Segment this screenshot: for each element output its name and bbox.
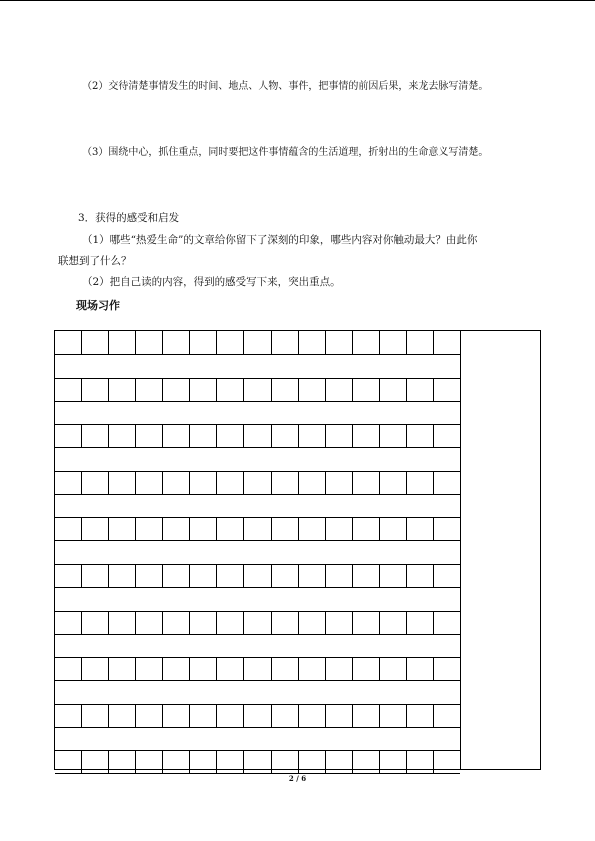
grid-line [55, 494, 460, 495]
grid-cell[interactable] [109, 564, 136, 587]
grid-cell[interactable] [244, 611, 271, 634]
grid-cell[interactable] [272, 750, 299, 773]
grid-cell[interactable] [190, 750, 217, 773]
grid-cell[interactable] [380, 471, 407, 494]
grid-cell[interactable] [217, 424, 244, 447]
grid-cell[interactable] [434, 704, 460, 727]
grid-cell[interactable] [109, 704, 136, 727]
grid-line [55, 587, 460, 588]
grid-row [55, 378, 460, 401]
grid-cell[interactable] [380, 704, 407, 727]
grid-cell[interactable] [407, 611, 434, 634]
grid-cell[interactable] [434, 424, 460, 447]
grid-cell[interactable] [163, 704, 190, 727]
grid-cell[interactable] [407, 704, 434, 727]
grid-cell[interactable] [353, 611, 380, 634]
grid-cell[interactable] [407, 657, 434, 680]
grid-cell[interactable] [244, 378, 271, 401]
grid-cell[interactable] [407, 750, 434, 773]
grid-cell[interactable] [326, 564, 353, 587]
grid-cell[interactable] [326, 424, 353, 447]
grid-cell[interactable] [163, 657, 190, 680]
grid-cell[interactable] [326, 471, 353, 494]
grid-cell[interactable] [434, 471, 460, 494]
grid-cell[interactable] [299, 564, 326, 587]
grid-row [55, 704, 460, 727]
grid-cell[interactable] [217, 471, 244, 494]
grid-line [55, 634, 460, 635]
grid-cell[interactable] [190, 471, 217, 494]
grid-cell[interactable] [299, 704, 326, 727]
grid-cell[interactable] [434, 564, 460, 587]
grid-cell[interactable] [55, 378, 82, 401]
grid-cell[interactable] [109, 517, 136, 540]
grid-cell[interactable] [190, 424, 217, 447]
grid-cell[interactable] [244, 517, 271, 540]
grid-cell[interactable] [407, 564, 434, 587]
grid-cell[interactable] [55, 704, 82, 727]
grid-cell[interactable] [272, 331, 299, 354]
item-2-text: （2）交待清楚事情发生的时间、地点、人物、事件，把事情的前因后果，来龙去脉写清楚。 [82, 81, 489, 92]
top-rule [0, 0, 595, 1]
grid-cell[interactable] [55, 331, 82, 354]
grid-row [55, 657, 460, 680]
grid-cell[interactable] [299, 471, 326, 494]
grid-cell[interactable] [244, 657, 271, 680]
grid-cell[interactable] [217, 611, 244, 634]
item-3-text: （3）围绕中心，抓住重点，同时要把这件事情蕴含的生活道理，折射出的生命意义写清楚。 [82, 147, 489, 158]
grid-cell[interactable] [353, 750, 380, 773]
grid-cell[interactable] [109, 424, 136, 447]
grid-cell[interactable] [244, 704, 271, 727]
grid-cell[interactable] [380, 331, 407, 354]
grid-row [55, 611, 460, 634]
grid-line [55, 378, 460, 379]
grid-cell[interactable] [353, 331, 380, 354]
grid-cell[interactable] [326, 750, 353, 773]
grid-cell[interactable] [272, 657, 299, 680]
grid-cell[interactable] [353, 378, 380, 401]
grid-line [55, 564, 460, 565]
grid-cell[interactable] [109, 657, 136, 680]
grid-row [55, 517, 460, 540]
grid-line [55, 727, 460, 728]
question-1-line-2: 联想到了什么？ [58, 255, 132, 267]
grid-cell[interactable] [136, 611, 163, 634]
grid-cell[interactable] [272, 517, 299, 540]
grid-cell[interactable] [217, 704, 244, 727]
writing-label: 现场习作 [76, 299, 120, 312]
grid-cell[interactable] [109, 750, 136, 773]
grid-right-margin-divider [460, 331, 461, 769]
grid-cell[interactable] [163, 750, 190, 773]
grid-cell[interactable] [55, 750, 82, 773]
grid-cell[interactable] [353, 564, 380, 587]
grid-cell[interactable] [380, 611, 407, 634]
grid-cell[interactable] [163, 424, 190, 447]
grid-cell[interactable] [380, 564, 407, 587]
grid-cell[interactable] [109, 471, 136, 494]
grid-cell[interactable] [299, 424, 326, 447]
grid-cell[interactable] [299, 611, 326, 634]
grid-cell[interactable] [55, 657, 82, 680]
grid-cell[interactable] [82, 471, 109, 494]
grid-cell[interactable] [272, 564, 299, 587]
grid-cell[interactable] [55, 611, 82, 634]
grid-cell[interactable] [217, 331, 244, 354]
grid-cell[interactable] [326, 657, 353, 680]
grid-cell[interactable] [82, 424, 109, 447]
grid-cell[interactable] [82, 611, 109, 634]
grid-cell[interactable] [82, 564, 109, 587]
grid-cell[interactable] [407, 378, 434, 401]
grid-cell[interactable] [82, 657, 109, 680]
grid-cell[interactable] [136, 424, 163, 447]
grid-cell[interactable] [136, 564, 163, 587]
grid-cell[interactable] [380, 378, 407, 401]
grid-row [55, 750, 460, 773]
grid-cell[interactable] [326, 611, 353, 634]
grid-cell[interactable] [136, 657, 163, 680]
grid-cell[interactable] [136, 378, 163, 401]
grid-line [55, 517, 460, 518]
grid-cell[interactable] [244, 331, 271, 354]
grid-line [55, 401, 460, 402]
grid-cell[interactable] [82, 517, 109, 540]
page-number: 2 / 6 [288, 774, 307, 783]
grid-cell[interactable] [82, 378, 109, 401]
grid-cell[interactable] [82, 331, 109, 354]
grid-cell[interactable] [82, 750, 109, 773]
grid-cell[interactable] [380, 657, 407, 680]
grid-cell[interactable] [163, 611, 190, 634]
grid-row [55, 331, 460, 354]
grid-cell[interactable] [434, 378, 460, 401]
grid-line [55, 424, 460, 425]
grid-cell[interactable] [434, 611, 460, 634]
grid-cell[interactable] [434, 331, 460, 354]
grid-cell[interactable] [244, 471, 271, 494]
grid-cell[interactable] [299, 517, 326, 540]
grid-row [55, 471, 460, 494]
question-2-text: （2）把自己读的内容，得到的感受写下来，突出重点。 [82, 276, 341, 288]
grid-line [55, 611, 460, 612]
grid-cell[interactable] [217, 517, 244, 540]
grid-cell[interactable] [217, 657, 244, 680]
grid-cell[interactable] [136, 331, 163, 354]
grid-cell[interactable] [109, 378, 136, 401]
grid-cell[interactable] [109, 331, 136, 354]
grid-cell[interactable] [136, 750, 163, 773]
grid-cell[interactable] [163, 378, 190, 401]
grid-line [55, 750, 460, 751]
grid-line [55, 657, 460, 658]
grid-line [55, 680, 460, 681]
grid-cell[interactable] [190, 657, 217, 680]
grid-cell[interactable] [407, 517, 434, 540]
grid-cell[interactable] [163, 517, 190, 540]
grid-cell[interactable] [380, 424, 407, 447]
grid-cell[interactable] [299, 378, 326, 401]
grid-cell[interactable] [299, 331, 326, 354]
grid-cell[interactable] [190, 704, 217, 727]
grid-cell[interactable] [136, 517, 163, 540]
grid-cell[interactable] [299, 750, 326, 773]
section-3-heading: 3．获得的感受和启发 [78, 212, 180, 224]
grid-cell[interactable] [380, 517, 407, 540]
grid-cell[interactable] [190, 611, 217, 634]
grid-cell[interactable] [163, 471, 190, 494]
grid-cell[interactable] [353, 657, 380, 680]
grid-line [55, 704, 460, 705]
grid-cell[interactable] [190, 517, 217, 540]
grid-cell[interactable] [326, 517, 353, 540]
grid-cell[interactable] [163, 564, 190, 587]
grid-cell[interactable] [326, 704, 353, 727]
grid-cell[interactable] [55, 517, 82, 540]
grid-cell[interactable] [353, 704, 380, 727]
grid-cell[interactable] [326, 331, 353, 354]
grid-cell[interactable] [55, 424, 82, 447]
grid-cell[interactable] [190, 331, 217, 354]
grid-cell[interactable] [353, 424, 380, 447]
question-1-line-1: （1）哪些“热爱生命”的文章给你留下了深刻的印象，哪些内容对你触动最大？由此你 [82, 234, 478, 246]
grid-cell[interactable] [434, 517, 460, 540]
grid-cell[interactable] [272, 611, 299, 634]
grid-cell[interactable] [434, 657, 460, 680]
grid-cell[interactable] [272, 378, 299, 401]
grid-cell[interactable] [190, 564, 217, 587]
grid-cell[interactable] [272, 704, 299, 727]
grid-cell[interactable] [380, 750, 407, 773]
grid-cell[interactable] [407, 424, 434, 447]
grid-line [55, 354, 460, 355]
grid-cell[interactable] [407, 331, 434, 354]
grid-cell[interactable] [272, 424, 299, 447]
grid-cell[interactable] [407, 471, 434, 494]
grid-cell[interactable] [244, 424, 271, 447]
grid-cell[interactable] [136, 704, 163, 727]
grid-line [55, 540, 460, 541]
grid-cell[interactable] [244, 750, 271, 773]
grid-cell[interactable] [326, 378, 353, 401]
grid-row [55, 564, 460, 587]
grid-cell[interactable] [244, 564, 271, 587]
grid-cell[interactable] [163, 331, 190, 354]
grid-row [55, 424, 460, 447]
grid-cell[interactable] [272, 471, 299, 494]
grid-cell[interactable] [299, 657, 326, 680]
grid-cell[interactable] [353, 471, 380, 494]
writing-grid [55, 331, 460, 769]
grid-cell[interactable] [190, 378, 217, 401]
grid-cell[interactable] [217, 564, 244, 587]
grid-cell[interactable] [136, 471, 163, 494]
grid-cell[interactable] [82, 704, 109, 727]
grid-line [55, 471, 460, 472]
grid-cell[interactable] [217, 750, 244, 773]
grid-cell[interactable] [217, 378, 244, 401]
grid-cell[interactable] [55, 471, 82, 494]
grid-cell[interactable] [353, 517, 380, 540]
grid-line [55, 447, 460, 448]
grid-cell[interactable] [109, 611, 136, 634]
writing-grid-sheet [54, 330, 541, 770]
grid-cell[interactable] [55, 564, 82, 587]
grid-cell[interactable] [434, 750, 460, 773]
